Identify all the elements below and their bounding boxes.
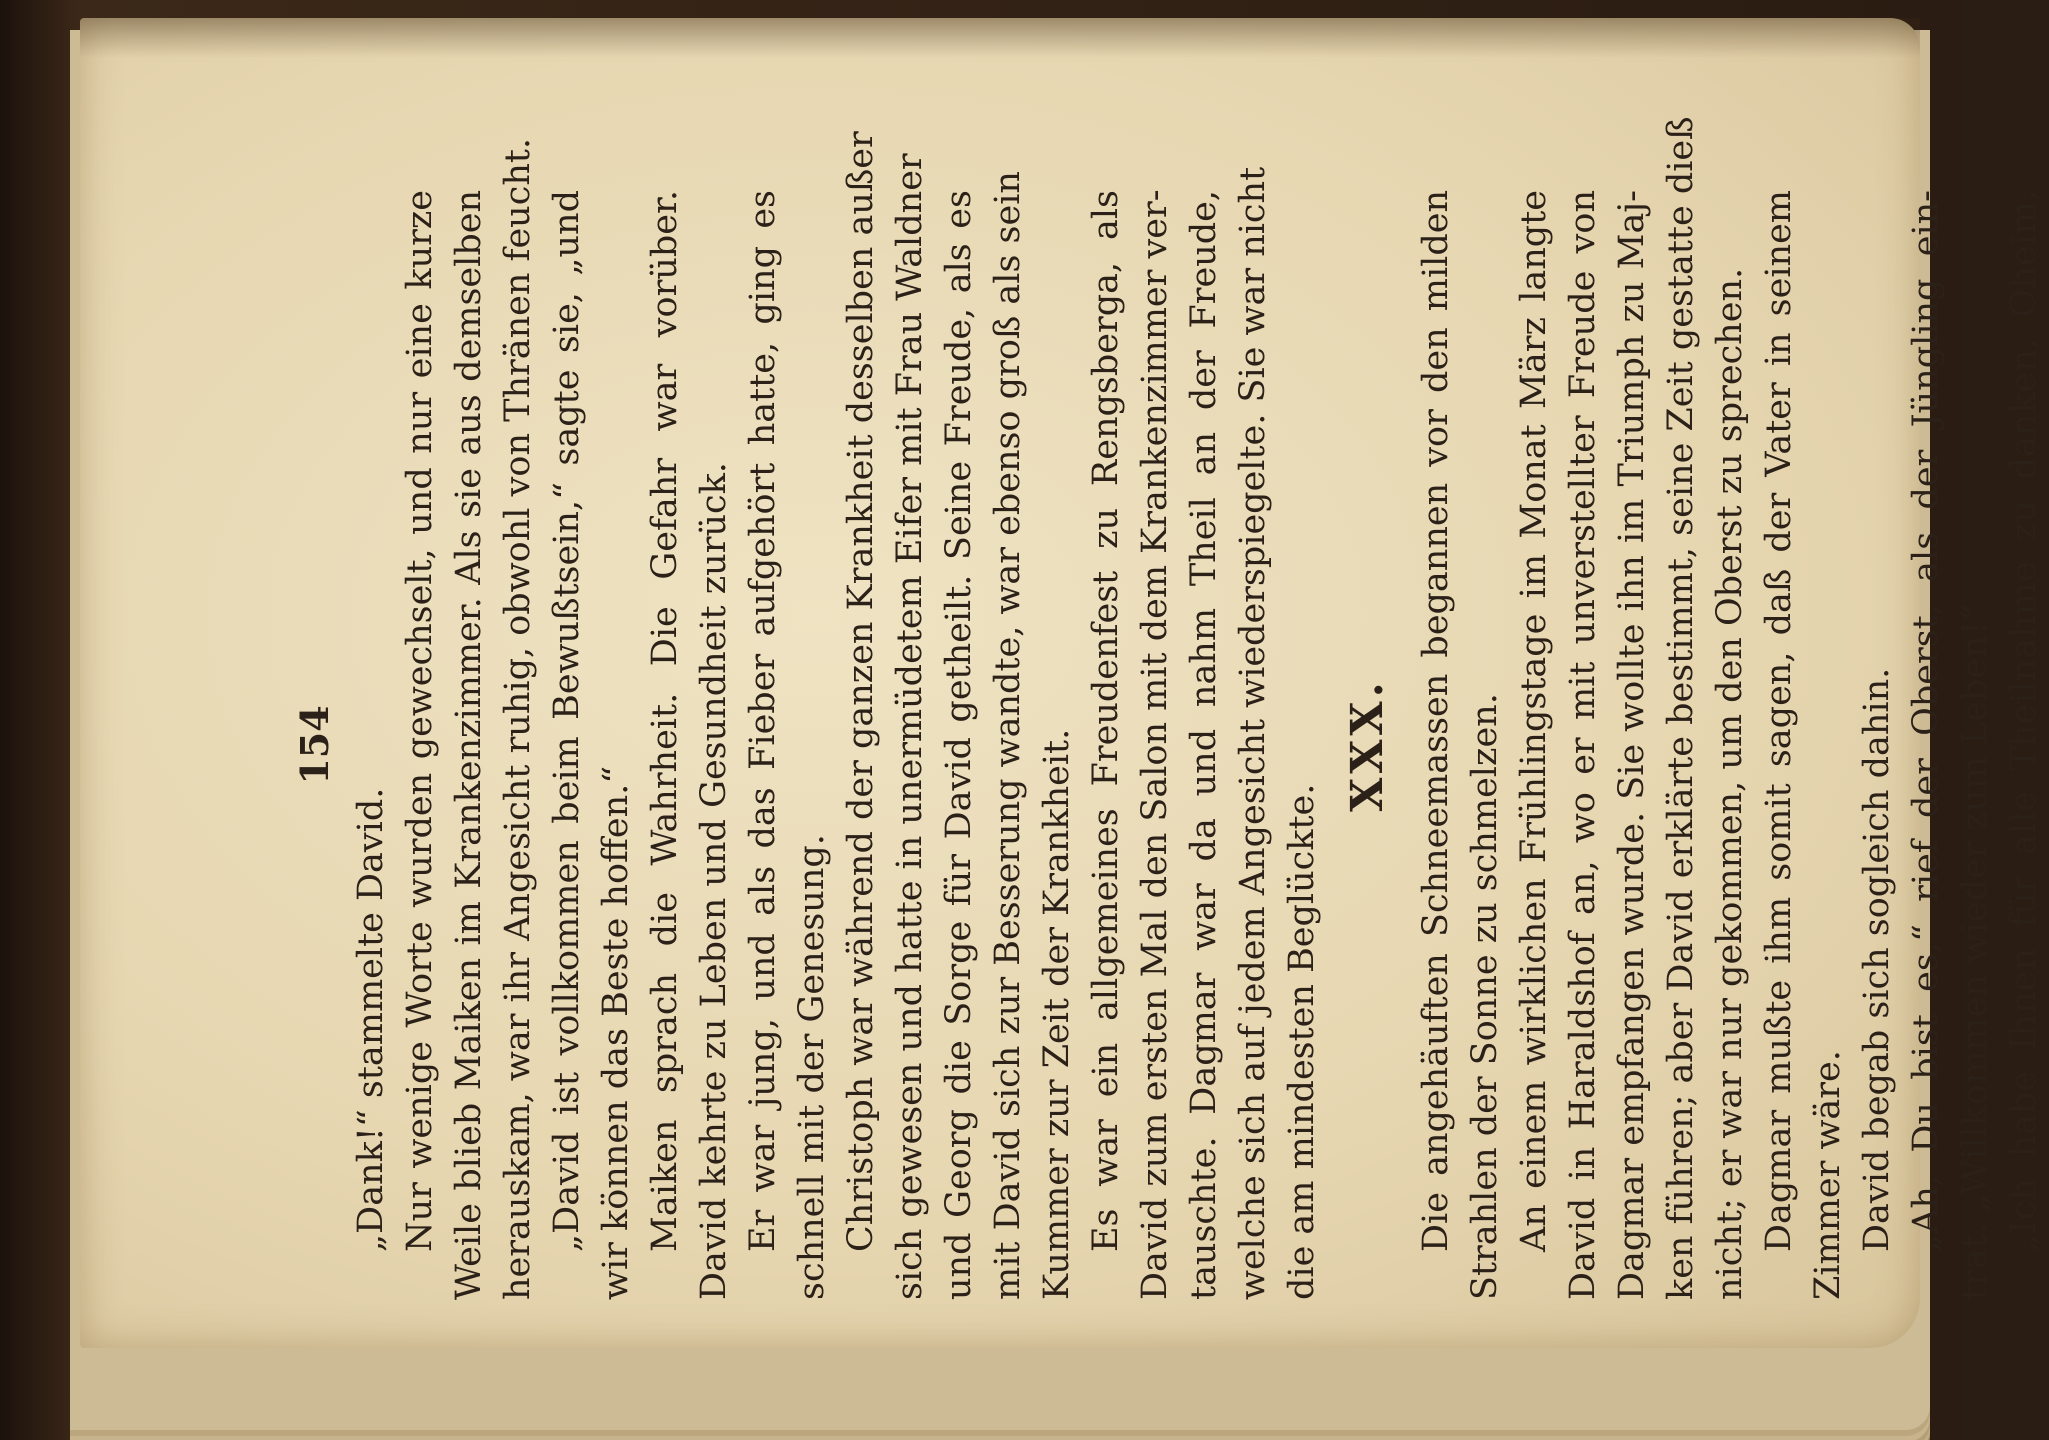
text-line: David begab sich sogleich dahin. — [1857, 667, 1897, 1252]
text-line: ken führen; aber David erklärte bestimmt, seine Zeit gestatte dieß — [1661, 116, 1701, 1300]
text-line: nicht; er war nur gekommen, um den Oberst zu sprechen. — [1710, 267, 1750, 1300]
text-line: An einem wirklichen Frühlingstage im Monat März langte — [1514, 190, 1554, 1252]
text-line: Maiken sprach die Wahrheit. Die Gefahr war vorüber. — [645, 190, 685, 1252]
text-line: David in Haraldshof an, wo er mit unverstellter Freude von — [1563, 190, 1603, 1300]
text-line: Zimmer wäre. — [1808, 1050, 1848, 1300]
text-line: tauschte. Dagmar war da und nahm Theil an der Freude, — [1184, 190, 1224, 1300]
text-line: schnell mit der Genesung. — [792, 834, 832, 1300]
text-part-2 — [1412, 116, 2049, 1300]
page-number: 154 — [292, 705, 337, 785]
text-line: „Dank!“ stammelte David. — [351, 787, 391, 1252]
text-line: trat. „Willkommen wieder zum Leben!“ — [1955, 603, 1995, 1300]
text-line: „Ich habe Ihnen für alle Theilnahme zu danken, Oheim, — [2004, 190, 2044, 1252]
text-line: Nur wenige Worte wurden gewechselt, und nur eine kurze — [400, 190, 440, 1252]
text-line: herauskam, war ihr Angesicht ruhig, obwohl von Thränen feucht. — [498, 137, 538, 1300]
text-line: sich gewesen und hatte in unermüdetem Eifer mit Frau Waldner — [890, 153, 930, 1300]
text-line: „Ah, Du bist es,“ rief der Oberst, als der Jüngling ein- — [1906, 190, 1946, 1252]
text-line: Strahlen der Sonne zu schmelzen. — [1465, 693, 1505, 1300]
text-line: welche sich auf jedem Angesicht wiederspiegelte. Sie war nicht — [1233, 166, 1273, 1300]
text-line: Er war jung, und als das Fieber aufgehört hatte, ging es — [743, 190, 783, 1252]
text-line: mit David sich zur Besserung wandte, war ebenso groß als sein — [988, 171, 1028, 1300]
spine-shadow — [80, 18, 1920, 58]
text-line: Die angehäuften Schneemassen begannen vor den milden — [1416, 190, 1456, 1252]
page-text-block — [290, 116, 2044, 1300]
text-line: und Georg die Sorge für David getheilt. Seine Freude, als es — [939, 190, 979, 1300]
text-line: Es war ein allgemeines Freudenfest zu Rengsberga, als — [1086, 190, 1126, 1252]
chapter-heading: XXX. — [1342, 678, 1393, 812]
text-line: wir können das Beste hoffen.“ — [596, 765, 636, 1300]
text-line: Dagmar empfangen wurde. Sie wollte ihn im Triumph zu Maj- — [1612, 190, 1652, 1300]
text-line: Kummer zur Zeit der Krankheit. — [1037, 728, 1077, 1300]
text-line: Dagmar mußte ihm somit sagen, daß der Vater in seinem — [1759, 190, 1799, 1252]
text-line: David kehrte zu Leben und Gesundheit zurück. — [694, 462, 734, 1300]
text-part-1 — [347, 131, 1327, 1300]
text-line: David zum ersten Mal den Salon mit dem Krankenzimmer ver- — [1135, 189, 1175, 1300]
text-line: die am mindesten Beglückte. — [1282, 783, 1322, 1300]
text-line: „David ist vollkommen beim Bewußtsein,“ sagte sie, „und — [547, 190, 587, 1252]
text-line: Christoph war während der ganzen Krankheit desselben außer — [841, 131, 881, 1252]
text-line: Weile blieb Maiken im Krankenzimmer. Als sie aus demselben — [449, 190, 489, 1300]
